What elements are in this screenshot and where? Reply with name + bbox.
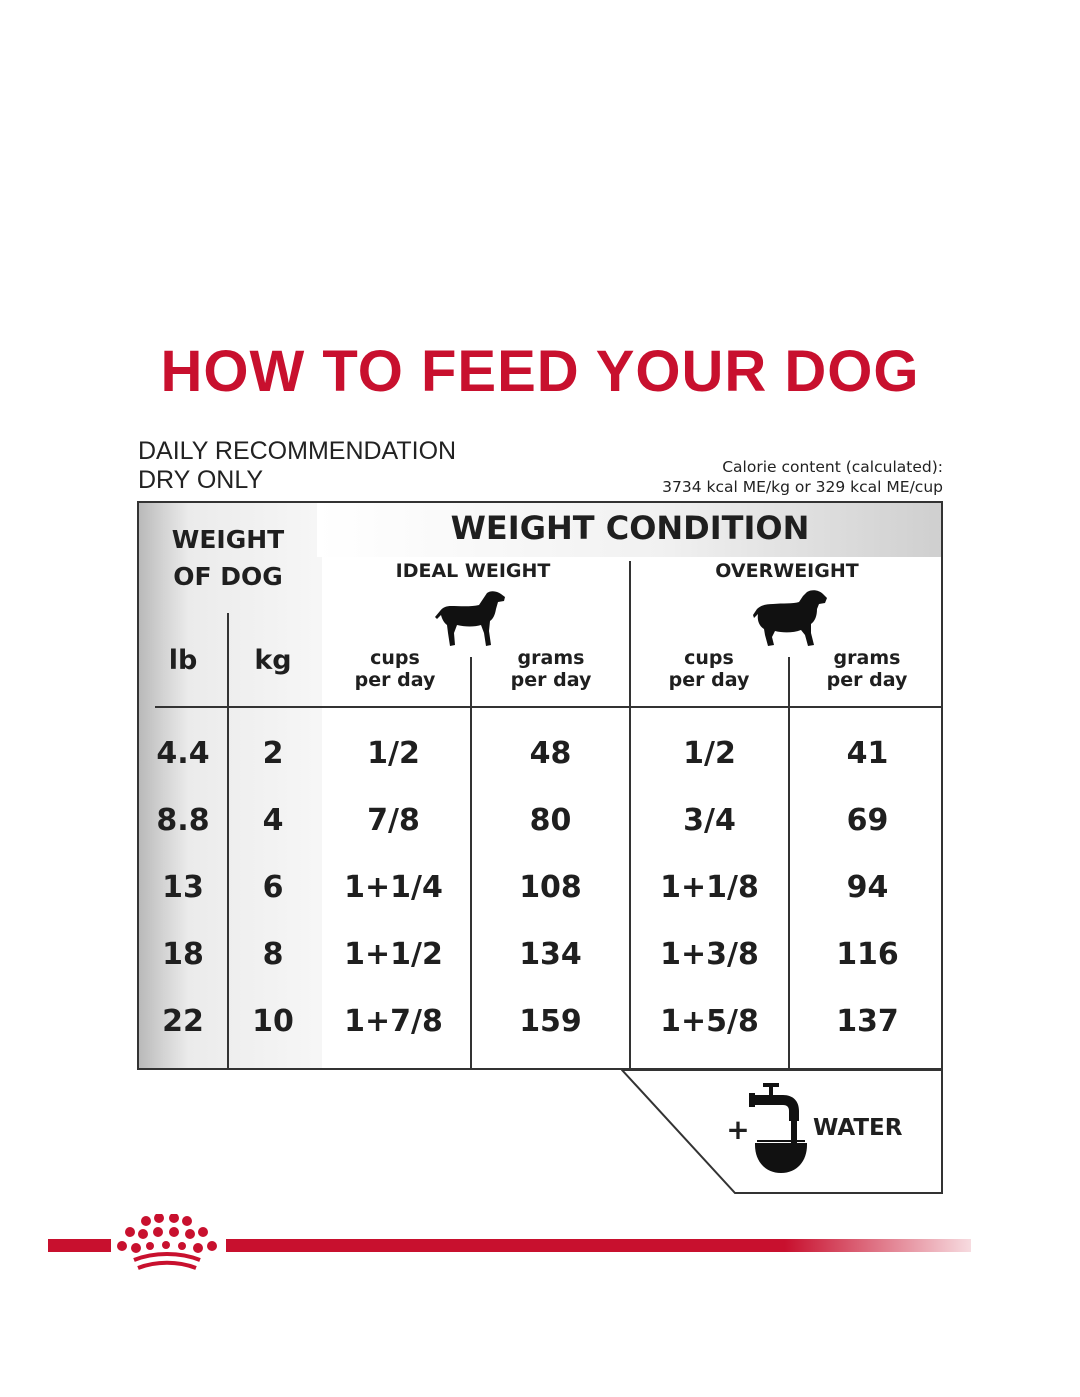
water-plus: +	[726, 1113, 750, 1146]
cups-line1: cups	[684, 647, 734, 669]
over-grams-header	[789, 647, 943, 691]
cups-line2: per day	[354, 669, 436, 691]
feeding-table	[137, 501, 943, 1070]
cell-over-grams: 116	[836, 937, 899, 972]
cell-over-cups: 1+5/8	[660, 1004, 759, 1039]
grams-line2: per day	[826, 669, 908, 691]
overweight-dog-icon	[753, 589, 829, 649]
lb-kg-divider	[227, 613, 229, 1070]
cell-ideal-grams: 159	[519, 1004, 582, 1039]
cell-over-cups: 1/2	[683, 736, 736, 771]
cell-over-grams: 94	[846, 870, 889, 905]
weight-condition-header: WEIGHT CONDITION	[450, 509, 810, 547]
header-divider	[155, 706, 943, 708]
daily-recommendation	[138, 437, 456, 495]
weight-of-dog-header	[139, 521, 317, 595]
cell-over-grams: 41	[846, 736, 889, 771]
cell-kg: 8	[262, 937, 284, 972]
cell-kg: 10	[252, 1004, 294, 1039]
ideal-weight-label: IDEAL WEIGHT	[395, 560, 551, 582]
cell-lb: 4.4	[156, 736, 210, 771]
cell-lb: 13	[162, 870, 204, 905]
water-label: WATER	[813, 1115, 903, 1141]
calorie-content-value: 3734 kcal ME/kg or 329 kcal ME/cup	[662, 478, 943, 496]
cell-ideal-cups: 1+7/8	[344, 1004, 443, 1039]
overweight-label: OVERWEIGHT	[715, 560, 859, 582]
page-title: HOW TO FEED YOUR DOG	[160, 339, 920, 404]
cell-over-cups: 1+3/8	[660, 937, 759, 972]
weight-column-edge	[317, 503, 322, 1070]
cell-ideal-grams: 108	[519, 870, 582, 905]
calorie-content-label: Calorie content (calculated):	[722, 458, 943, 476]
unit-kg: kg	[254, 645, 292, 676]
cell-kg: 4	[262, 803, 284, 838]
cell-ideal-cups: 1/2	[367, 736, 420, 771]
cell-over-cups: 3/4	[683, 803, 736, 838]
weight-header-line1: WEIGHT	[171, 525, 285, 554]
dry-only-label: DRY ONLY	[138, 466, 264, 494]
grams-line1: grams	[833, 647, 901, 669]
cell-ideal-grams: 80	[529, 803, 572, 838]
cups-line2: per day	[668, 669, 750, 691]
crown-logo-icon	[114, 1214, 222, 1276]
water-tap-bowl-icon	[749, 1081, 811, 1179]
cell-lb: 22	[162, 1004, 204, 1039]
cell-over-cups: 1+1/8	[660, 870, 759, 905]
cell-kg: 2	[262, 736, 284, 771]
ideal-grams-header	[473, 647, 629, 691]
brand-line-left	[48, 1239, 111, 1252]
grams-line2: per day	[510, 669, 592, 691]
cell-kg: 6	[262, 870, 284, 905]
cups-line1: cups	[370, 647, 420, 669]
unit-lb: lb	[168, 645, 198, 676]
cell-ideal-cups: 1+1/4	[344, 870, 443, 905]
cell-over-grams: 137	[836, 1004, 899, 1039]
cell-over-grams: 69	[846, 803, 889, 838]
weight-header-line2: OF DOG	[173, 562, 283, 591]
water-panel	[621, 1069, 944, 1195]
grams-line1: grams	[517, 647, 585, 669]
cell-lb: 18	[162, 937, 204, 972]
cell-ideal-grams: 134	[519, 937, 582, 972]
brand-line-right	[226, 1239, 971, 1252]
cell-ideal-cups: 7/8	[367, 803, 420, 838]
cell-lb: 8.8	[156, 803, 210, 838]
daily-recommendation-label: DAILY RECOMMENDATION	[138, 437, 457, 465]
standing-dog-icon	[435, 589, 507, 649]
over-cups-header	[631, 647, 787, 691]
ideal-cups-header	[317, 647, 473, 691]
cell-ideal-cups: 1+1/2	[344, 937, 443, 972]
cell-ideal-grams: 48	[529, 736, 572, 771]
calorie-content	[662, 457, 943, 497]
